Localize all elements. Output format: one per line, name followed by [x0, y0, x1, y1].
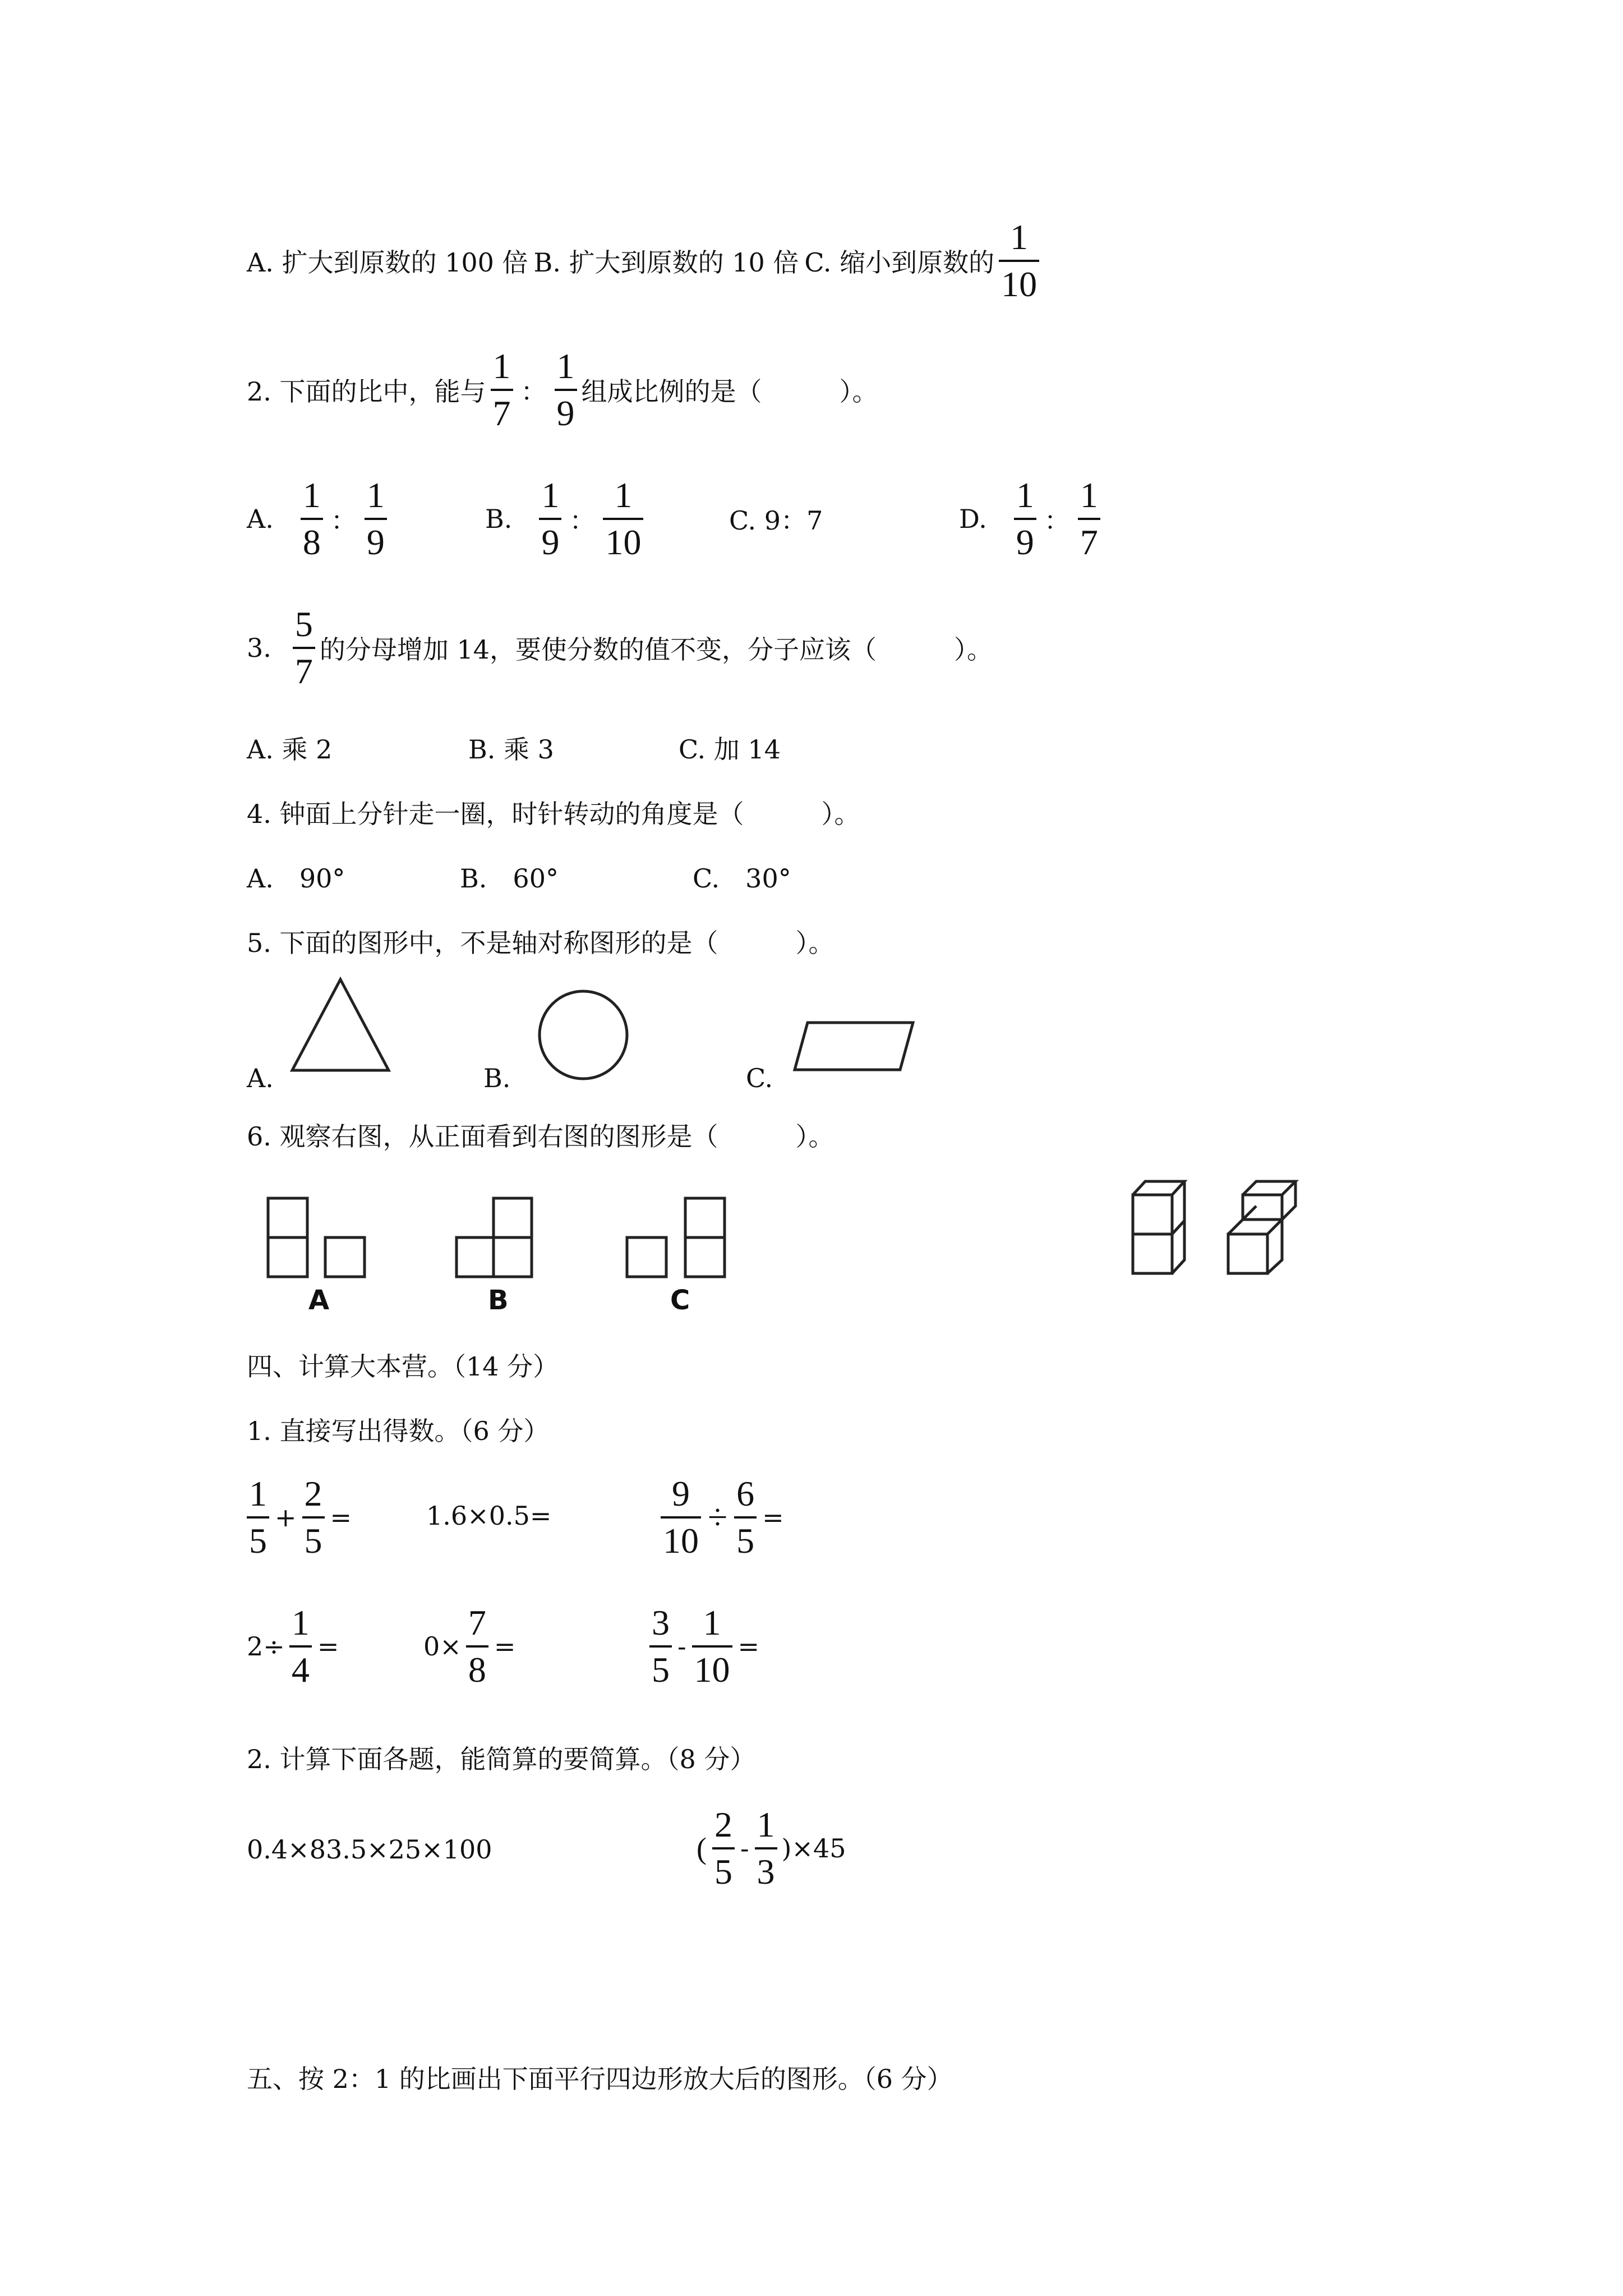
q5-option-c-label: C.: [746, 1063, 773, 1093]
calc-simplify-1: 0.4×83.5×25×100: [247, 1834, 492, 1865]
q4-option-c: C. 30°: [693, 863, 791, 894]
calc-row1-expr1: $\frac{1}{5}$ + $\frac{2}{5}$ =: [247, 1481, 353, 1554]
q6-question: 6. 观察右图，从正面看到右图的图形是（ ）。: [247, 1121, 834, 1152]
q4-option-a: A. 90°: [247, 863, 345, 894]
q2-question: [247, 346, 878, 433]
q6-option-c-figure: [623, 1195, 729, 1279]
q6-label-a: A: [308, 1285, 330, 1316]
q4-option-b: B. 60°: [460, 863, 559, 894]
q3-option-b: B. 乘 3: [468, 734, 554, 765]
q2-ratio-first: $\frac{1}{7}$: [491, 348, 513, 431]
ratio-colon: ：: [520, 376, 547, 407]
q2-option-a: A. $\frac{1}{8}$ ： $\frac{1}{9}$: [247, 482, 391, 555]
q2-option-d: D. $\frac{1}{9}$ ： $\frac{1}{7}$: [959, 482, 1105, 555]
q3-question: 3. $\frac{5}{7}$ 的分母增加 14，要使分数的值不变，分子应该（ ）。: [247, 604, 993, 691]
q4-question: 4. 钟面上分针走一圈，时针转动的角度是（ ）。: [247, 799, 860, 829]
q3-option-c: C. 加 14: [679, 734, 781, 765]
q2-ratio-second: $\frac{1}{9}$: [555, 348, 577, 431]
parallelogram-icon: [791, 1018, 917, 1074]
calc-row2-expr2: 0× $\frac{7}{8}$ =: [423, 1603, 516, 1690]
q6-label-b: B: [488, 1285, 509, 1316]
triangle-icon: [289, 976, 393, 1074]
calc-row1-expr2: 1.6×0.5=: [426, 1501, 552, 1531]
q6-label-c: C: [670, 1285, 690, 1316]
circle-icon: [536, 987, 631, 1083]
calc-row2-expr3: $\frac{3}{5}$ - $\frac{1}{10}$ =: [645, 1610, 760, 1683]
q2-suffix: 组成比例的是（ ）。: [581, 376, 878, 407]
calc-row2-expr1: 2÷ $\frac{1}{4}$ =: [247, 1603, 339, 1690]
q5-option-b-label: B.: [483, 1063, 511, 1093]
q2-option-b: B. $\frac{1}{9}$ ： $\frac{1}{10}$: [485, 482, 648, 555]
section4-sub1: 1. 直接写出得数。（6 分）: [247, 1416, 550, 1446]
q2-option-c: C. 9：7: [729, 505, 823, 536]
q1-options: [247, 217, 1044, 304]
q5-option-a-label: A.: [247, 1063, 274, 1093]
calc-row1-expr3: $\frac{9}{10}$ ÷ $\frac{6}{5}$ =: [656, 1481, 785, 1554]
q6-cubes-figure: [1127, 1172, 1318, 1285]
q3-option-a: A. 乘 2: [247, 734, 333, 765]
q6-option-a-figure: [264, 1195, 370, 1279]
q1-option-c-fraction: $\frac{1}{10}$: [999, 219, 1039, 302]
q1-option-a: A. 扩大到原数的 100 倍: [247, 247, 528, 278]
q5-question: 5. 下面的图形中，不是轴对称图形的是（ ）。: [247, 928, 834, 958]
q3-fraction: $\frac{5}{7}$: [293, 606, 315, 689]
calc-simplify-2: ( $\frac{2}{5}$ - $\frac{1}{3}$ )×45: [697, 1805, 846, 1892]
q1-option-c: C. 缩小到原数的: [804, 247, 995, 278]
q2-prefix: 2. 下面的比中，能与: [247, 376, 486, 407]
section4-sub2: 2. 计算下面各题，能简算的要简算。（8 分）: [247, 1744, 756, 1774]
section5-title: 五、按 2：1 的比画出下面平行四边形放大后的图形。（6 分）: [247, 2064, 953, 2094]
q1-option-b: B. 扩大到原数的 10 倍: [533, 247, 799, 278]
q6-option-b-figure: [454, 1195, 538, 1279]
section4-title: 四、计算大本营。（14 分）: [247, 1351, 559, 1382]
